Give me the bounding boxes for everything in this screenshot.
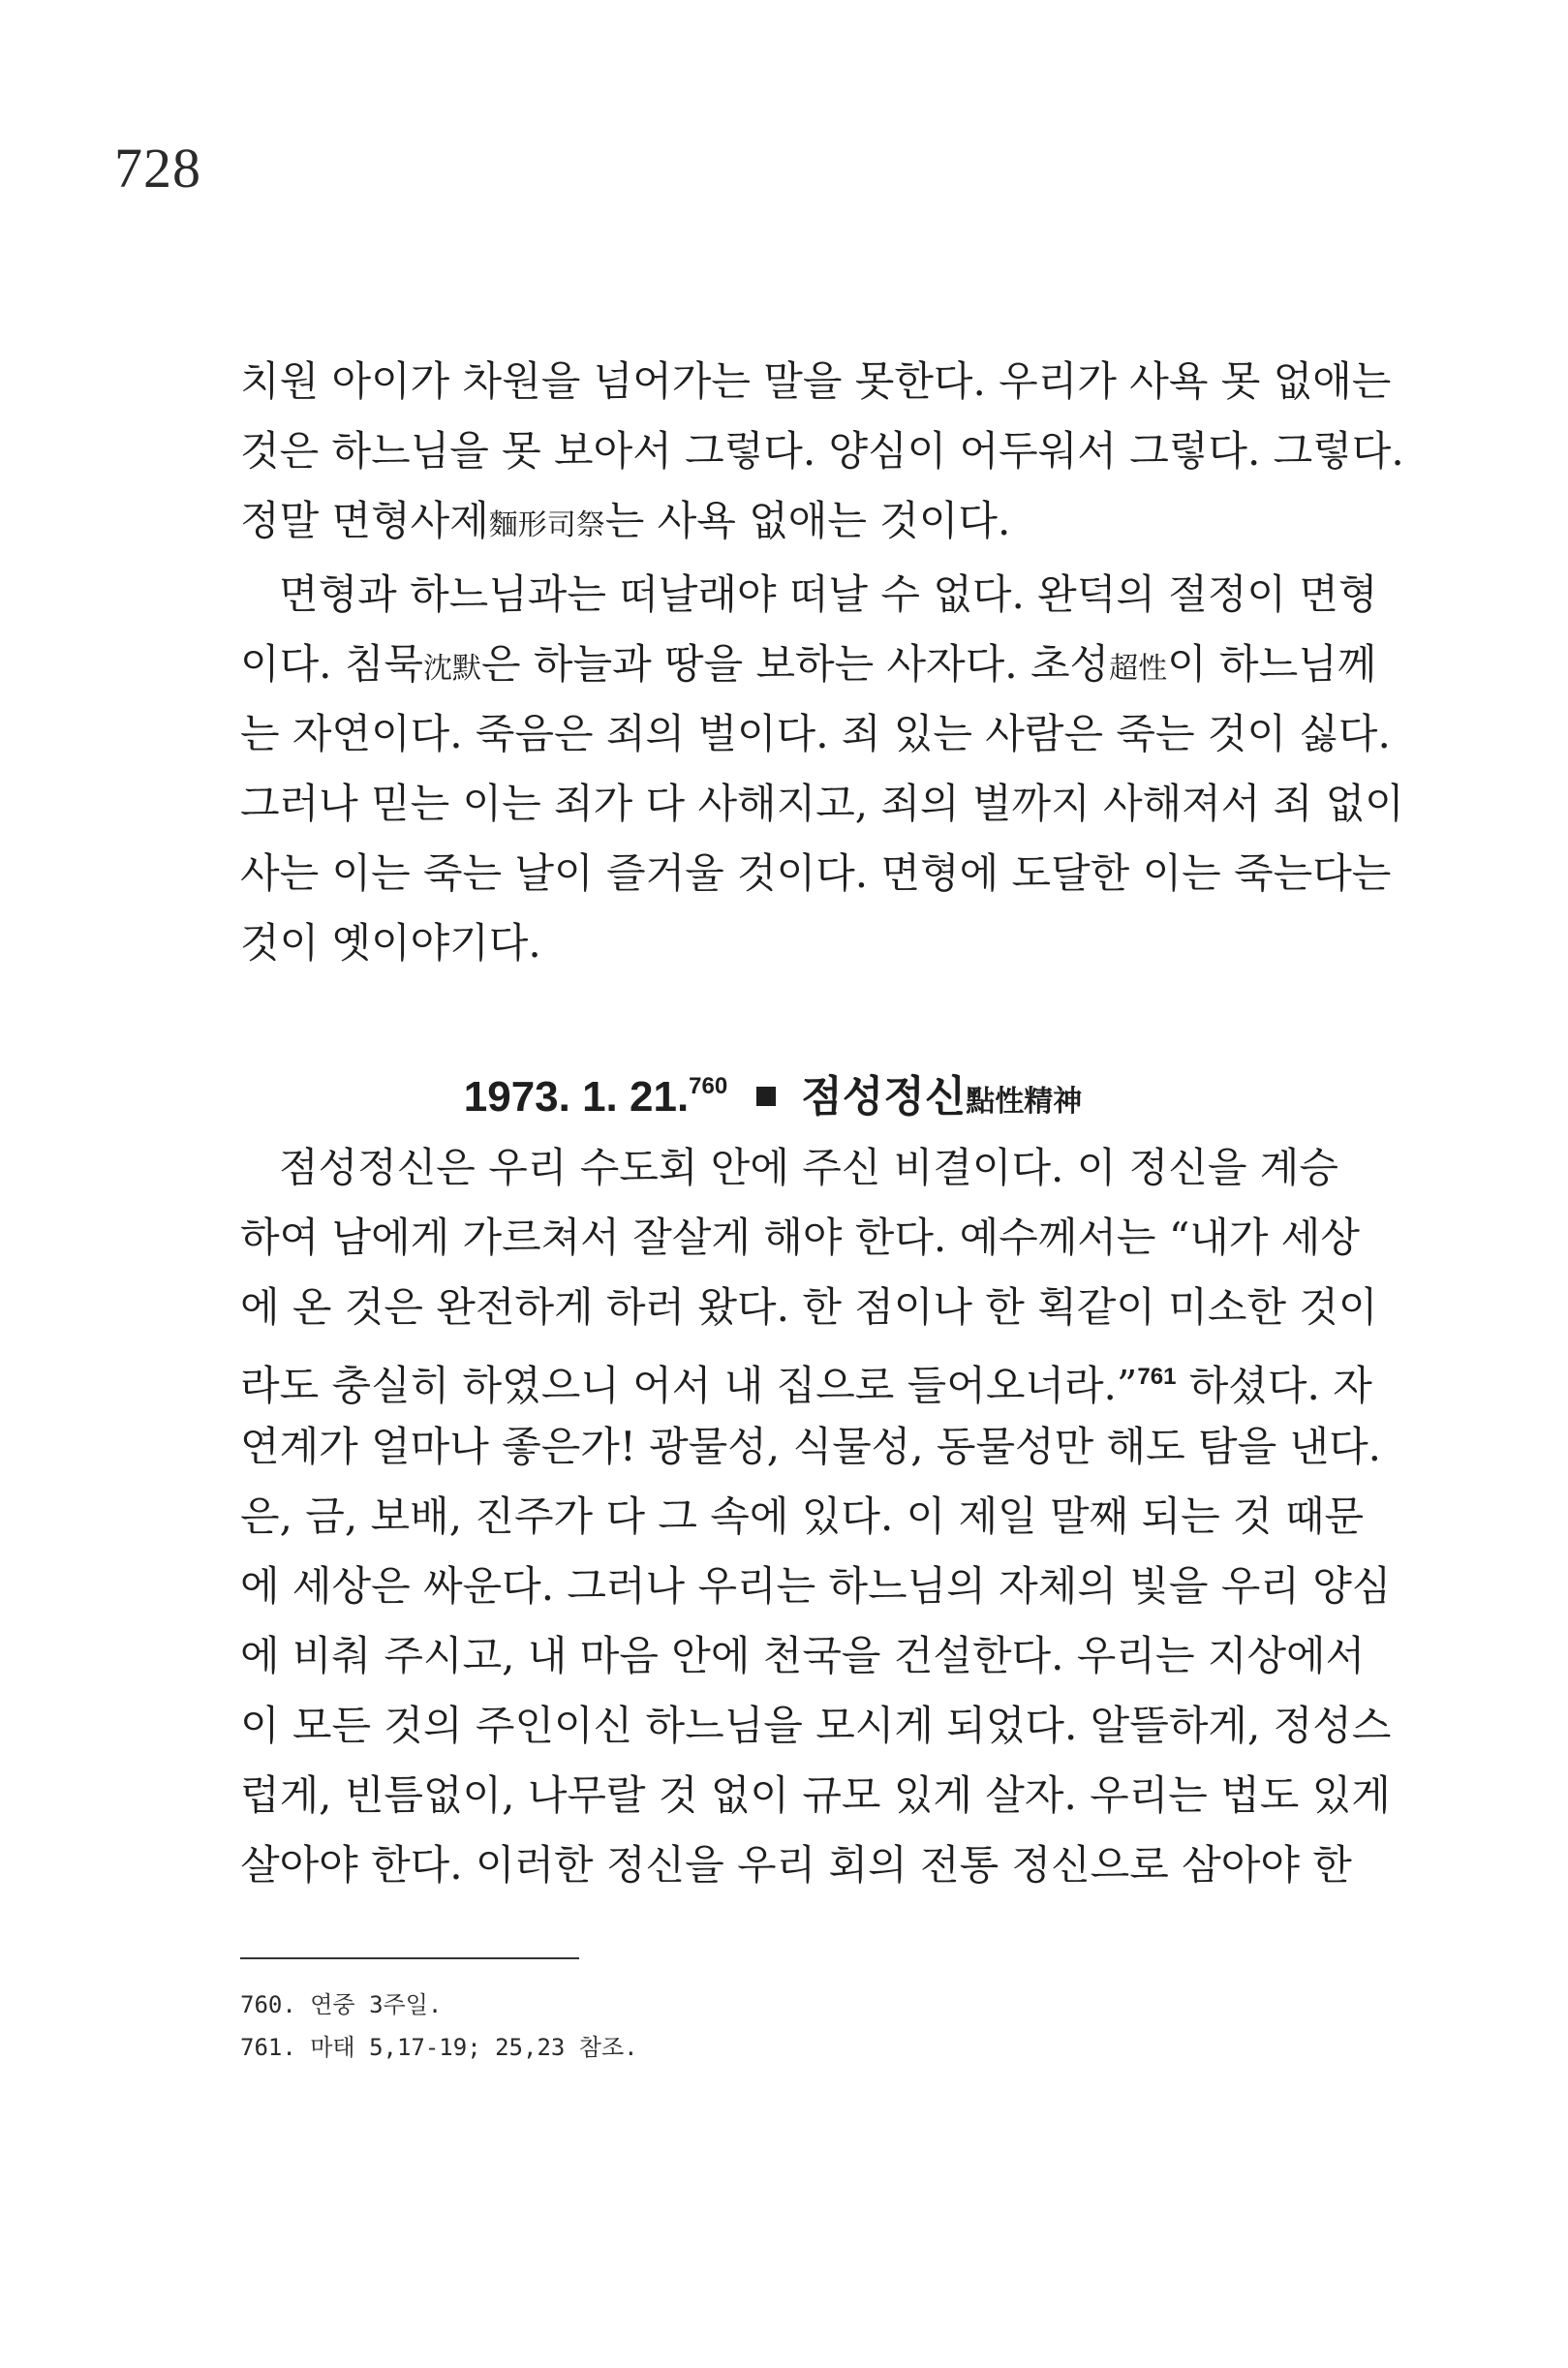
text-line: 은, 금, 보배, 진주가 다 그 속에 있다. 이 제일 말째 되는 것 때문 [240,1492,1365,1540]
paragraph-3 [240,1133,1392,1900]
paragraph-1 [240,347,1404,556]
footnote-ref: 760 [689,1073,728,1099]
footnote-divider [240,1957,579,1959]
text-line: 이다. 침묵沈默은 하늘과 땅을 보하는 사자다. 초성超性이 하느님께 [240,640,1377,688]
text-line: 는 자연이다. 죽음은 죄의 벌이다. 죄 있는 사람은 죽는 것이 싫다. [240,710,1391,757]
section-heading [240,1048,1306,1125]
footnote-ref: 761 [1137,1364,1177,1390]
text-line: 점성정신은 우리 수도회 안에 주신 비결이다. 이 정신을 계승 [279,1144,1338,1191]
text-line: 정말 면형사제麵形司祭는 사욕 없애는 것이다. [240,497,1011,544]
hanja-gloss: 點性精神 [966,1086,1083,1118]
text-line: 하여 남에게 가르쳐서 잘살게 해야 한다. 예수께서는 “내가 세상 [240,1214,1360,1261]
heading-title: 점성정신 [801,1073,967,1121]
footnote: 760. 연중 3주일. [240,1991,443,2018]
page-number: 728 [114,137,201,200]
text-line: 에 온 것은 완전하게 하러 왔다. 한 점이나 한 획같이 미소한 것이 [240,1283,1378,1331]
text-line: 치원 아이가 차원을 넘어가는 말을 못한다. 우리가 사욕 못 없애는 [240,357,1392,405]
hanja-gloss: 超性 [1109,652,1168,686]
square-bullet-icon [756,1087,776,1106]
text-line: 에 세상은 싸운다. 그러나 우리는 하느님의 자체의 빛을 우리 양심 [240,1562,1392,1610]
paragraph-2 [240,560,1404,978]
text-line: 것이 옛이야기다. [240,919,541,967]
heading-date: 1973. 1. 21. [463,1073,690,1121]
hanja-gloss: 沈默 [423,652,481,686]
footnote: 761. 마태 5,17-19; 25,23 참조. [240,2034,638,2061]
text-line: 라도 충실히 하였으니 어서 내 집으로 들어오너라.”$^{761}$ 하셨다. 자 [240,1362,1372,1409]
text-line: 그러나 믿는 이는 죄가 다 사해지고, 죄의 벌까지 사해져서 죄 없이 [240,780,1404,827]
text-line: 사는 이는 죽는 날이 즐거울 것이다. 면형에 도달한 이는 죽는다는 [240,849,1392,897]
text-line: 이 모든 것의 주인이신 하느님을 모시게 되었다. 알뜰하게, 정성스 [240,1702,1392,1749]
text-line: 면형과 하느님과는 떠날래야 떠날 수 없다. 완덕의 절정이 면형 [279,570,1378,618]
text-line: 연계가 얼마나 좋은가! 광물성, 식물성, 동물성만 해도 탐을 낸다. [240,1423,1382,1470]
text-line: 것은 하느님을 못 보아서 그렇다. 양심이 어두워서 그렇다. 그렇다. [240,427,1404,475]
footnotes [240,1984,638,2069]
text-line: 살아야 한다. 이러한 정신을 우리 회의 전통 정신으로 삼아야 한 [240,1841,1352,1889]
text-line: 럽게, 빈틈없이, 나무랄 것 없이 규모 있게 살자. 우리는 법도 있게 [240,1771,1391,1819]
text-line: 에 비춰 주시고, 내 마음 안에 천국을 건설한다. 우리는 지상에서 [240,1632,1366,1679]
hanja-gloss: 麵形司祭 [488,508,605,542]
